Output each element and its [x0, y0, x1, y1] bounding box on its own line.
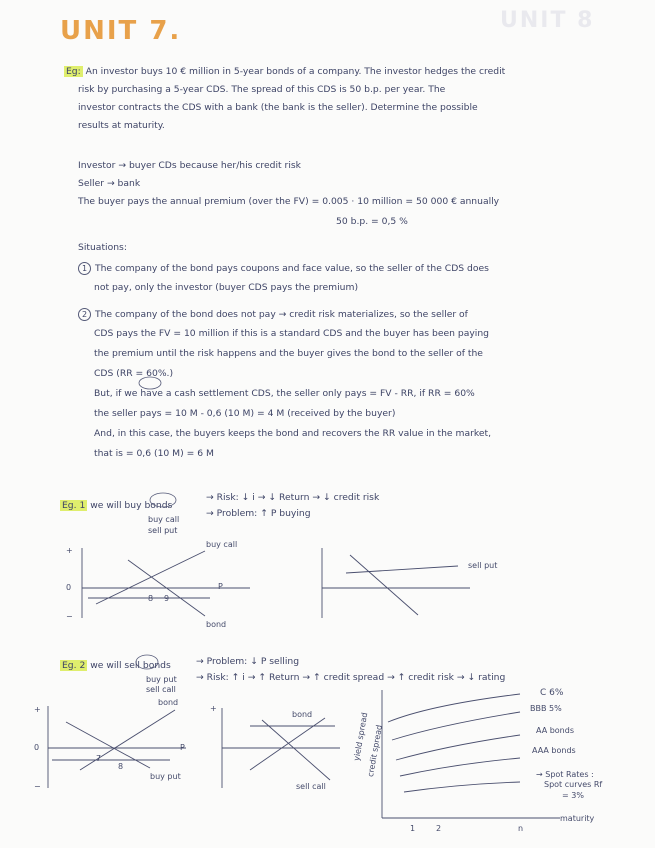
eg1-sell-put-label: sell put — [468, 561, 498, 570]
eg2-p-label: P — [180, 743, 185, 752]
eg2-maturity-label: maturity — [560, 814, 595, 823]
note-investor: Investor → buyer CDs because her/his credit risk — [78, 160, 301, 171]
situation-2-line-7: And, in this case, the buyers keeps the bond and recovers the RR value in the market, — [94, 428, 492, 439]
eg2-credit-spread-label: credit spread — [366, 724, 385, 778]
example-line-1: Eg: An investor buys 10 € million in 5-year bonds of a company. The investor hedges the credit — [66, 66, 506, 77]
eg1-sub-sell-put: sell put — [148, 526, 178, 535]
eg1-sell-put-line — [346, 566, 458, 573]
eg2-buy-put-label: buy put — [150, 772, 181, 781]
eg2-line: Eg. 2 we will sell bonds — [62, 660, 171, 671]
situation-2-line-5: But, if we have a cash settlement CDS, the seller only pays = FV - RR, if RR = 60% — [94, 388, 475, 399]
eg2-spot-3: = 3% — [562, 791, 584, 800]
situation-1-line-2: not pay, only the investor (buyer CDS pays the premium) — [94, 282, 359, 293]
eg2-left-minus: − — [34, 782, 41, 791]
example-line-2: risk by purchasing a 5-year CDS. The spread of this CDS is 50 b.p. per year. The — [78, 84, 446, 95]
eg1-problem: → Problem: ↑ P buying — [206, 508, 311, 519]
eg1-p-label: P — [218, 582, 223, 591]
eg2-label: Eg. 2 — [62, 660, 86, 671]
eg2-curve-c — [388, 694, 520, 722]
eg2-bond-label: bond — [158, 698, 179, 707]
eg1-sub-buy-call: buy call — [148, 515, 180, 524]
situation-2-line-4: CDS (RR = 60%.) — [94, 368, 174, 379]
eg1-eight-label: 8 — [148, 594, 154, 603]
situations-heading: Situations: — [78, 242, 127, 253]
eg2-mid-plus: + — [210, 704, 217, 713]
eg2-risk: → Risk: ↑ i → ↑ Return → ↑ credit spread → ↑ credit risk → ↓ rating — [196, 672, 506, 683]
eg1-nine-label: 9 — [164, 594, 170, 603]
situation-2-line-3: the premium until the risk happens and the buyer gives the bond to the seller of the — [94, 348, 483, 359]
eg1-left-zero: 0 — [66, 583, 72, 592]
eg2-curve-aa — [396, 735, 520, 760]
eg1-right-diagonal — [350, 555, 418, 615]
eg2-seven-label: 7 — [96, 754, 102, 763]
eg2-left-plus: + — [34, 705, 41, 714]
note-seller: Seller → bank — [78, 178, 141, 189]
eg2-sell-call-label: sell call — [296, 782, 326, 791]
eg2-curve-spot — [404, 782, 520, 792]
eg1-buy-circle — [150, 493, 176, 507]
eg1-line: Eg. 1 we will buy bonds — [62, 500, 173, 511]
unit-title: UNIT 7. — [60, 16, 182, 46]
example-line-4: results at maturity. — [78, 120, 165, 131]
eg2-mid-diagonal-2 — [262, 720, 330, 780]
note-premium: The buyer pays the annual premium (over the FV) = 0.005 · 10 million = 50 000 € annually — [78, 196, 500, 207]
eg2-eight-label: 8 — [118, 762, 124, 771]
eg2-curve-aaa — [400, 758, 520, 776]
rr-circle — [139, 377, 161, 389]
eg2-tick-1: 1 — [410, 824, 416, 833]
eg2-sub-sell-call: sell call — [146, 685, 176, 694]
eg2-tick-n: n — [518, 824, 524, 833]
eg2-aa-label: AA bonds — [536, 726, 574, 735]
eg1-left-plus: + — [66, 546, 73, 555]
eg2-curve-bbb — [392, 712, 520, 740]
eg1-risk: → Risk: ↓ i → ↓ Return → ↓ credit risk — [206, 492, 380, 503]
eg2-spot-1: → Spot Rates : — [536, 770, 594, 779]
bleed-through-text: UNIT 8 — [500, 8, 595, 33]
eg2-buy-put-line — [66, 722, 150, 768]
situation-2-line-1: 2 The company of the bond does not pay → credit risk materializes, so the seller of — [78, 308, 468, 321]
eg1-label: Eg. 1 — [62, 500, 86, 511]
example-label: Eg: — [66, 66, 81, 77]
eg2-bond-line — [80, 710, 175, 770]
eg2-c-label: C 6% — [540, 688, 564, 698]
situation-2-line-8: that is = 0,6 (10 M) = 6 M — [94, 448, 214, 459]
situation-2-line-2: CDS pays the FV = 10 million if this is a standard CDS and the buyer has been paying — [94, 328, 489, 339]
eg2-tick-2: 2 — [436, 824, 442, 833]
example-line-3: investor contracts the CDS with a bank (the bank is the seller). Determine the possible — [78, 102, 478, 113]
situation-1-line-1: 1 The company of the bond pays coupons and face value, so the seller of the CDS does — [78, 262, 489, 275]
eg2-spot-2: Spot curves Rf — [544, 780, 603, 789]
eg2-bbb-label: BBB 5% — [530, 704, 562, 713]
eg1-left-minus: − — [66, 612, 73, 621]
situation-2-line-6: the seller pays = 10 M - 0,6 (10 M) = 4 M (received by the buyer) — [94, 408, 396, 419]
eg2-left-zero: 0 — [34, 743, 40, 752]
eg1-bond-label: bond — [206, 620, 227, 629]
eg2-problem: → Problem: ↓ P selling — [196, 656, 300, 667]
eg1-buy-call-label: buy call — [206, 540, 238, 549]
eg2-yield-spread-label: yield spread — [352, 711, 370, 762]
eg2-aaa-label: AAA bonds — [532, 746, 576, 755]
eg2-mid-bond-label: bond — [292, 710, 313, 719]
situation-1-number: 1 — [78, 262, 91, 275]
situation-2-number: 2 — [78, 308, 91, 321]
eg2-sub-buy-put: buy put — [146, 675, 177, 684]
note-bp: 50 b.p. = 0,5 % — [336, 216, 408, 227]
